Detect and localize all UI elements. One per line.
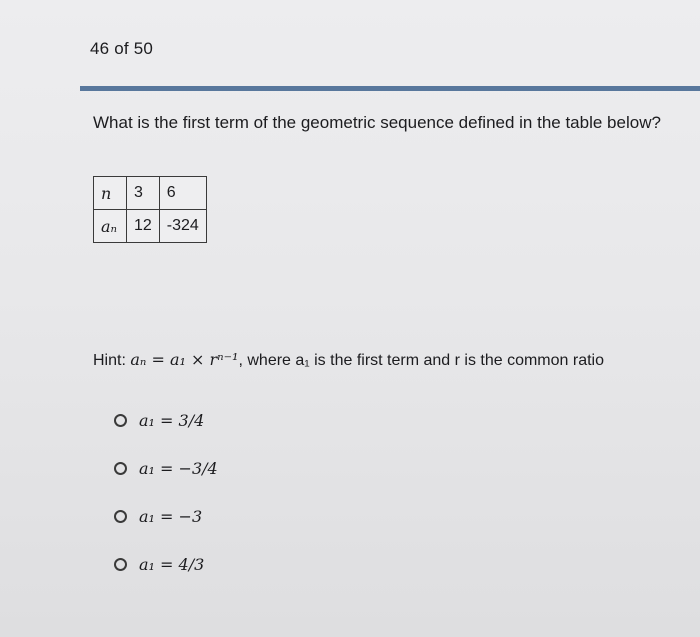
table-cell: 12 xyxy=(127,210,160,243)
answer-option-3[interactable] xyxy=(114,492,218,540)
answer-option-2[interactable] xyxy=(114,444,218,492)
question-progress: 46 of 50 xyxy=(90,39,154,58)
hint-suffix: , where a₁ is the first term and r is the common ratio xyxy=(238,352,604,369)
table-row-label: aₙ xyxy=(94,210,127,243)
hint-text xyxy=(93,350,604,370)
header-divider xyxy=(80,86,700,91)
answer-option-label: a₁ = 4/3 xyxy=(139,554,205,574)
table-row xyxy=(94,177,207,210)
table-cell: 3 xyxy=(127,177,160,210)
question-text: What is the first term of the geometric sequence defined in the table below? xyxy=(93,113,661,132)
table-cell: 6 xyxy=(159,177,206,210)
answer-option-4[interactable] xyxy=(114,540,218,588)
radio-button-icon[interactable] xyxy=(114,414,127,427)
answer-option-1[interactable] xyxy=(114,396,218,444)
radio-button-icon[interactable] xyxy=(114,558,127,571)
answer-option-label: a₁ = −3/4 xyxy=(139,458,218,478)
hint-formula: aₙ = a₁ × rⁿ⁻¹ xyxy=(130,350,239,369)
table-row-label: n xyxy=(94,177,127,210)
answer-option-label: a₁ = −3 xyxy=(139,506,203,526)
radio-button-icon[interactable] xyxy=(114,462,127,475)
sequence-table xyxy=(93,176,207,243)
radio-button-icon[interactable] xyxy=(114,510,127,523)
table-cell: -324 xyxy=(159,210,206,243)
hint-prefix: Hint: xyxy=(93,352,131,369)
table-row xyxy=(94,210,207,243)
answer-options xyxy=(114,396,218,588)
answer-option-label: a₁ = 3/4 xyxy=(139,410,205,430)
